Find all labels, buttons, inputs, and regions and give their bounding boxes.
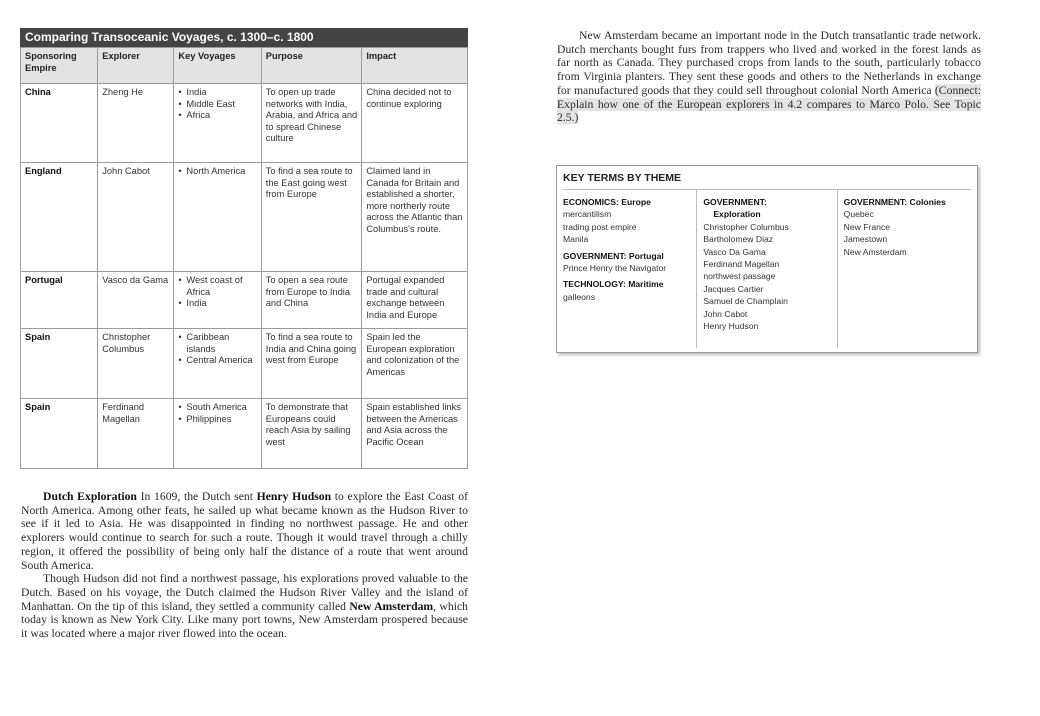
term: Jamestown — [843, 234, 888, 245]
table-row — [21, 84, 468, 163]
term: northwest passage — [703, 271, 776, 282]
cell-impact: Claimed land in Canada for Britain and established a shorter, more northerly route across the Atlantic than Columbus's route. — [362, 163, 468, 272]
term: New Amsterdam — [843, 246, 907, 257]
cell-explorer: Ferdinand Magellan — [98, 399, 174, 469]
cell-empire: Portugal — [21, 272, 98, 329]
voyage-item: • Caribbean islands — [178, 332, 256, 355]
cell-voyages — [174, 329, 261, 399]
dutch-exploration-text — [21, 490, 468, 641]
new-amsterdam-text — [557, 29, 981, 125]
cell-purpose: To open a sea route from Europe to India and China — [261, 272, 362, 329]
term: Ferdinand Magellan — [703, 259, 780, 270]
header-purpose: Purpose — [261, 48, 362, 84]
text-run: , which today is known as New York City. Like many port towns, New Amsterdam prospered because it was located where a major river flowed into the ocean. — [21, 599, 468, 641]
term-group — [563, 196, 690, 246]
term-group-heading-main: GOVERNMENT: — [703, 197, 767, 207]
key-terms-column — [696, 190, 836, 348]
table-row — [21, 163, 468, 272]
header-empire: Sponsoring Empire — [21, 48, 98, 84]
cell-purpose: To demonstrate that Europeans could reach Asia by sailing west — [261, 399, 362, 469]
term: John Cabot — [703, 308, 748, 319]
key-terms-columns — [557, 190, 977, 348]
table-row — [21, 399, 468, 469]
text-run: New Amsterdam became an important node in the Dutch transatlantic trade network. Dutch merchants bought furs from trappers who lived and worked in the forest lands as far north as Canada. They purchased crops from lands to the south, particularly tobacco from Virginia planters. They sent these goods and others to the Netherlands in exchange for manufactured goods that they could sell throughout colonial North America — [557, 29, 981, 97]
cell-empire: England — [21, 163, 98, 272]
cell-voyages — [174, 163, 261, 272]
term: Henry Hudson — [703, 321, 759, 332]
connect-prompt: (Connect: Explain how one of the European explorers in 4.2 compares to Marco Polo. See Topic 2.5.) — [557, 83, 981, 125]
term-group-heading: GOVERNMENT: Portugal — [563, 250, 664, 261]
term-group — [563, 278, 690, 303]
voyage-item: • West coast of Africa — [178, 275, 256, 298]
voyage-item: • Africa — [178, 110, 256, 122]
cell-purpose: To find a sea route to the East going west from Europe — [261, 163, 362, 272]
cell-impact: Spain established links between the Americas and Asia across the Pacific Ocean — [362, 399, 468, 469]
cell-empire: Spain — [21, 329, 98, 399]
term: Jacques Cartier — [703, 283, 764, 294]
key-terms-column — [837, 190, 977, 348]
cell-voyages — [174, 272, 261, 329]
term: galleons — [563, 291, 596, 302]
term: Prince Henry the Navigator — [563, 263, 667, 274]
term-group-subheading: Exploration — [713, 209, 761, 220]
term-group — [563, 250, 690, 275]
text-run: In 1609, the Dutch sent — [136, 490, 257, 503]
term-group-heading: TECHNOLOGY: Maritime — [563, 279, 664, 290]
cell-impact: Spain led the European exploration and colonization of the Americas — [362, 329, 468, 399]
paragraph — [21, 490, 468, 572]
key-terms-column — [557, 190, 696, 348]
cell-explorer: Vasco da Gama — [98, 272, 174, 329]
cell-explorer: John Cabot — [98, 163, 174, 272]
voyage-item: • Middle East — [178, 99, 256, 111]
term: Christopher Columbus — [703, 221, 789, 232]
term: trading post empire — [563, 221, 637, 232]
table-title: Comparing Transoceanic Voyages, c. 1300–c. 1800 — [20, 28, 468, 47]
term-group-heading — [703, 196, 830, 221]
term: Samuel de Champlain — [703, 296, 788, 307]
term-group-heading: GOVERNMENT: Colonies — [843, 197, 946, 207]
header-impact: Impact — [362, 48, 468, 84]
term-group — [844, 196, 971, 258]
voyages-table — [20, 28, 468, 469]
paragraph — [21, 572, 468, 641]
cell-voyages — [174, 399, 261, 469]
table-header-row — [21, 48, 468, 84]
cell-impact: China decided not to continue exploring — [362, 84, 468, 163]
cell-empire: China — [21, 84, 98, 163]
section-heading: Dutch Exploration — [43, 490, 137, 503]
cell-explorer: Zheng He — [98, 84, 174, 163]
cell-voyages — [174, 84, 261, 163]
table-row — [21, 329, 468, 399]
term-group-heading: ECONOMICS: Europe — [563, 197, 651, 207]
voyage-item: • India — [178, 87, 256, 99]
key-terms-box — [556, 165, 978, 353]
header-voyages: Key Voyages — [174, 48, 261, 84]
term: Vasco Da Gama — [703, 246, 766, 257]
voyage-item: • North America — [178, 166, 256, 178]
header-explorer: Explorer — [98, 48, 174, 84]
key-term: New Amsterdam — [349, 599, 434, 613]
key-term: Henry Hudson — [256, 490, 332, 503]
voyage-item: • South America — [178, 402, 256, 414]
text-run: Though Hudson did not find a northwest passage, his explorations proved valuable to the Dutch. Based on his voyage, the Dutch claimed the Hudson River Valley and the island of Manhattan. On the tip of this island, they settled a community called — [21, 572, 468, 613]
key-terms-title: KEY TERMS BY THEME — [563, 172, 971, 190]
term-group — [703, 196, 830, 332]
paragraph — [557, 29, 981, 125]
voyage-item: • Central America — [178, 355, 256, 367]
table-row — [21, 272, 468, 329]
cell-impact: Portugal expanded trade and cultural exchange between India and Europe — [362, 272, 468, 329]
term: Bartholomew Diaz — [703, 234, 774, 245]
text-run: to explore the East Coast of North America. Among other feats, he sailed up what became known as the Hudson River to see if it led to Asia. He was disappointed in finding no northwest passage. He and other explorers would continue to search for such a route. Though it would travel through a chilly region, it offered the possibility of being only half the distance of a route that went around South America. — [21, 490, 469, 572]
voyage-item: • Philippines — [178, 414, 256, 426]
term: New France — [843, 221, 890, 232]
cell-purpose: To open up trade networks with India, Arabia, and Africa and to spread Chinese culture — [261, 84, 362, 163]
cell-empire: Spain — [21, 399, 98, 469]
term: Quebec — [843, 209, 874, 220]
term: mercantilism — [563, 209, 612, 220]
cell-explorer: Christopher Columbus — [98, 329, 174, 399]
voyage-item: • India — [178, 298, 256, 310]
cell-purpose: To find a sea route to India and China going west from Europe — [261, 329, 362, 399]
term: Manila — [563, 234, 589, 245]
